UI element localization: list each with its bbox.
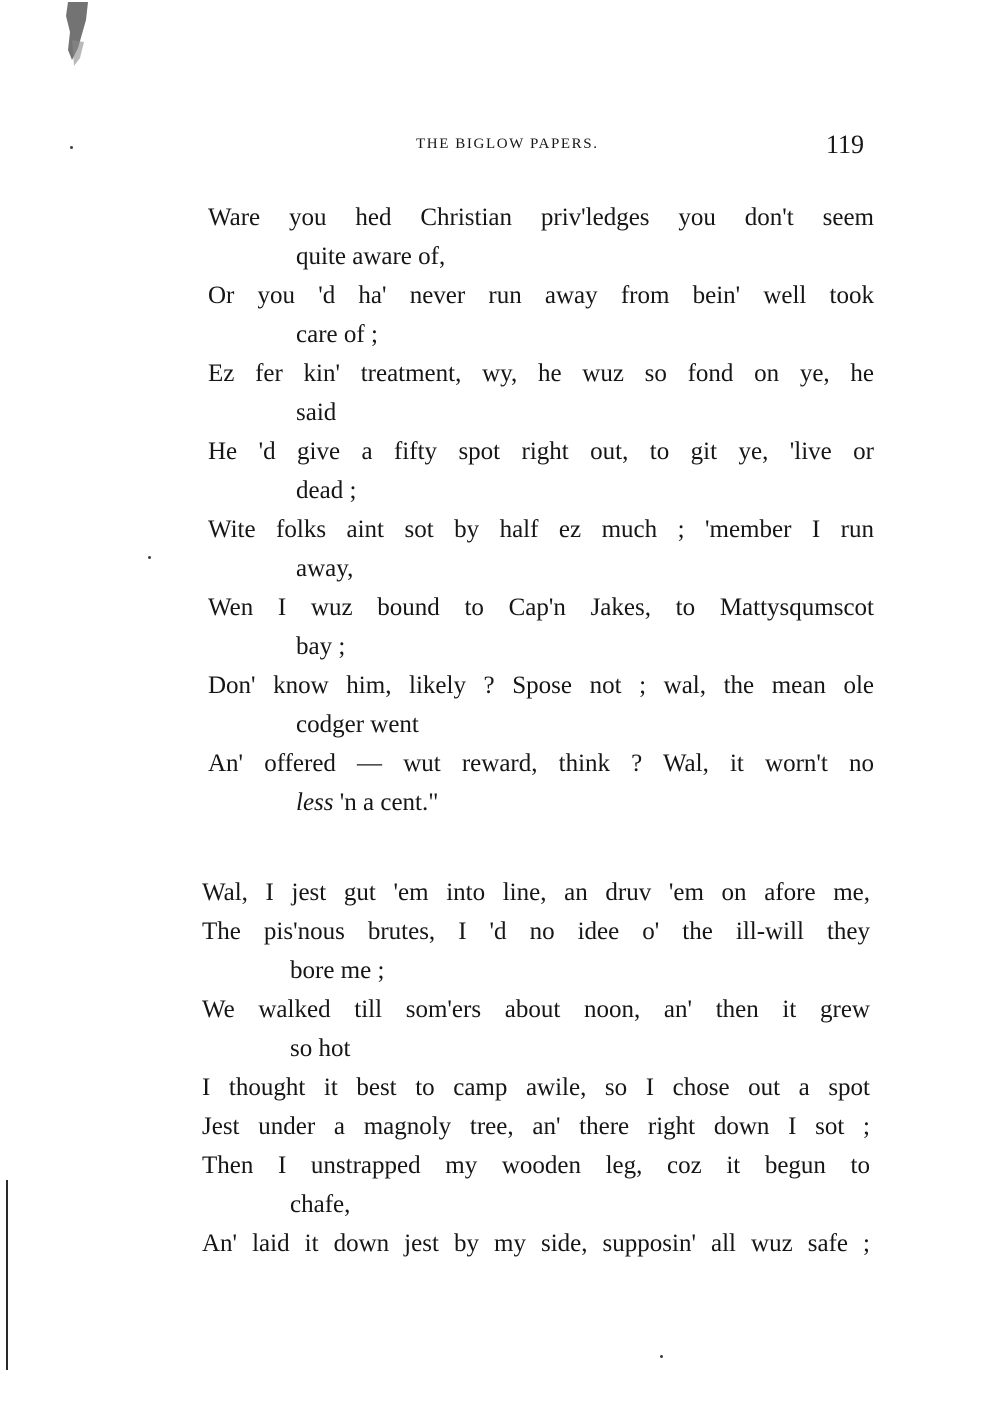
- verse-line: Don' know him, likely ? Spose not ; wal, the mean ole: [208, 672, 874, 699]
- verse-continuation: quite aware of,: [296, 243, 446, 270]
- verse-continuation: care of ;: [296, 321, 378, 348]
- verse-line: Wal, I jest gut 'em into line, an druv 'em on afore me,: [202, 879, 870, 906]
- verse-line: We walked till som'ers about noon, an' then it grew: [202, 996, 870, 1023]
- paper-speck: [660, 1355, 663, 1358]
- verse-line: He 'd give a fifty spot right out, to git ye, 'live or: [208, 438, 874, 465]
- verse-continuation: so hot: [290, 1035, 351, 1062]
- verse-continuation: bore me ;: [290, 957, 385, 984]
- verse-line: Ware you hed Christian priv'ledges you don't seem: [208, 204, 874, 231]
- verse-line: The pis'nous brutes, I 'd no idee o' the ill-will they: [202, 918, 870, 945]
- verse-line: Ez fer kin' treatment, wy, he wuz so fond on ye, he: [208, 360, 874, 387]
- verse-line: Wite folks aint sot by half ez much ; 'member I run: [208, 516, 874, 543]
- verse-line: Or you 'd ha' never run away from bein' well took: [208, 282, 874, 309]
- scan-smudge-icon: [62, 0, 98, 72]
- emphasis-word: less: [296, 789, 334, 816]
- verse-continuation: away,: [296, 555, 354, 582]
- verse-continuation: bay ;: [296, 633, 346, 660]
- verse-continuation-rest: 'n a cent.": [333, 789, 439, 816]
- stanza-one: [0, 198, 1000, 822]
- running-title: THE BIGLOW PAPERS.: [416, 136, 599, 152]
- stanza-two: [0, 873, 1000, 1263]
- verse-continuation: chafe,: [290, 1191, 351, 1218]
- verse-line: An' offered — wut reward, think ? Wal, it worn't no: [208, 750, 874, 777]
- verse-continuation: codger went: [296, 711, 419, 738]
- verse-continuation: said: [296, 399, 337, 426]
- verse-line: Jest under a magnoly tree, an' there right down I sot ;: [202, 1113, 870, 1140]
- verse-continuation: dead ;: [296, 477, 357, 504]
- page-number: 119: [826, 130, 865, 159]
- verse-line: An' laid it down jest by my side, supposin' all wuz safe ;: [202, 1230, 870, 1257]
- verse-line: Wen I wuz bound to Cap'n Jakes, to Mattysqumscot: [208, 594, 874, 621]
- page-header: [0, 130, 1000, 164]
- verse-continuation: [296, 783, 1000, 822]
- verse-line: Then I unstrapped my wooden leg, coz it begun to: [202, 1152, 870, 1179]
- verse-line: I thought it best to camp awile, so I chose out a spot: [202, 1074, 870, 1101]
